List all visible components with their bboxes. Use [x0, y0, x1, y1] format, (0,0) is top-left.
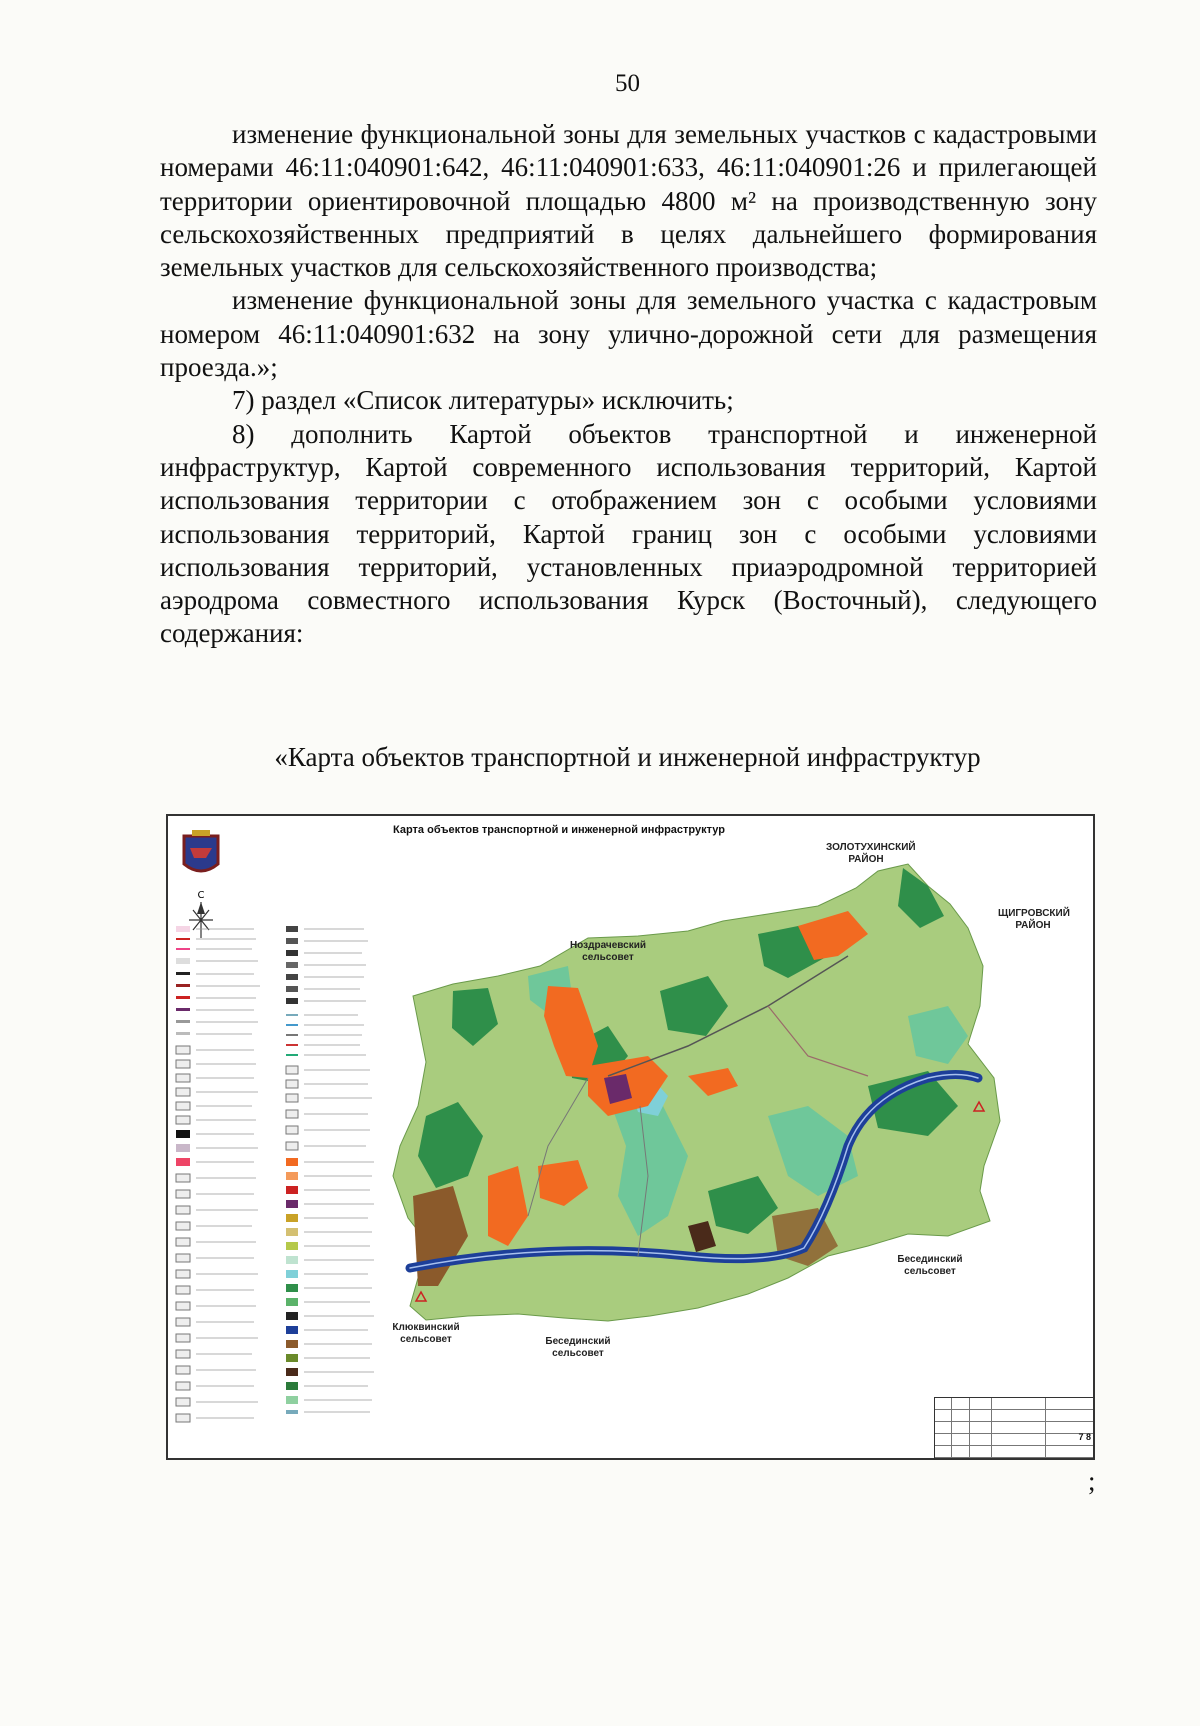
label-klyukvinsky-council: Клюквинский сельсовет [392, 1322, 460, 1345]
label-nozdrachevsky-council: Ноздрачевский сельсовет [569, 940, 647, 963]
map-image [166, 814, 1095, 1460]
label-besedinsky-south-council: Бесединский сельсовет [545, 1336, 611, 1359]
map-heading: «Карта объектов транспортной и инженерной инфраструктур [274, 742, 981, 772]
page-number: 50 [615, 70, 640, 97]
map-title-block [934, 1397, 1093, 1458]
label-shchigrovsky-district: ЩИГРОВСКИЙ РАЙОН [998, 908, 1070, 931]
paragraph-4: 8) дополнить Картой объектов транспортной и инженерной инфраструктур, Картой современного использования территорий, Картой использования территории с отображением зон с особыми условиями использования территорий, Картой границ зон с особыми условиями использования территорий, установленных приаэродромной территорией аэродрома совместного использования Курск (Восточный), следующего содержания: [160, 418, 1097, 649]
body-text [160, 118, 1097, 651]
map-drawing [168, 816, 1093, 1458]
sheet-numbers: 7 8 [1078, 1432, 1091, 1442]
label-besedinsky-east-council: Бесединский сельсовет [897, 1254, 963, 1277]
paragraph-2: изменение функциональной зоны для земельного участка с кадастровым номером 46:11:040901:632 на зону улично-дорожной сети для размещения проезда.»; [160, 285, 1097, 383]
svg-text:С: С [197, 890, 205, 901]
paragraph-3: 7) раздел «Список литературы» исключить; [232, 385, 734, 416]
map-title: Карта объектов транспортной и инженерной инфраструктур [393, 824, 725, 836]
label-zolotukhinsky-district: ЗОЛОТУХИНСКИЙ РАЙОН [826, 842, 916, 865]
paragraph-1: изменение функциональной зоны для земельных участков с кадастровыми номерами 46:11:040901:642, 46:11:040901:633, 46:11:040901:26 и прилегающей территории ориентировочной площадью 4800 м² на производственную зону сельскохозяйственных предприятий в целях дальнейшего формирования земельных участков для сельскохозяйственного производства; [160, 119, 1097, 283]
closing-semicolon: ; [1088, 1466, 1096, 1496]
